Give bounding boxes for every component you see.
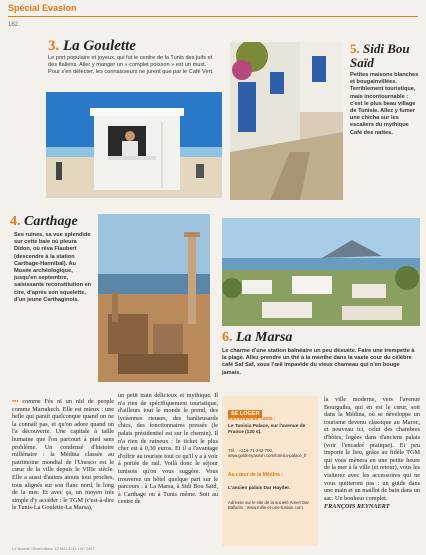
goulette-number: 3. [48, 38, 60, 54]
carthage-heading [10, 214, 78, 230]
se-loger-tag: SE LOGER [228, 410, 262, 418]
column-1-text: comme Fès ni un nid de people comme Marrakech. Elle est mieux : une belle qui paraît quelconque quand on ne la connaît pas, et qu'on adore quand on l'a découverte. Une capitale à taille humaine que l'on parcourt à pied sans problème. Un condensé d'histoire millénaire : la Médina classée au patrimoine mondial de l'Unesco est le cœur de la ville depuis le VIIIe siècle. Elle a aussi d'autres atouts tout proches, tous alignés sur son flanc nord, le long de la mer. Et avec ça, un moyen très simple d'y accéder : le TGM (c'est-à-dire le Tunis-La Goulette-La Marsa), [12, 398, 114, 512]
goulette-text: Le port populaire et joyeux, qui fut le centre de la Tunis des juifs et des Italiens. Aller y manger un « complet poisson » est un must. Pour s'en délecter, les connaisseurs ne jurent que par le Café Vert. [48, 55, 214, 76]
footer-magazine: Le Nouvel Observateur 12 MAI 2011 • N° 2427 [12, 546, 95, 551]
sidebar-hotel-2: L'ancien palais Dar Hayder. [228, 486, 291, 491]
article-column-4 [324, 396, 420, 511]
sidi-text: Petites maisons blanches et bougainvillées. Terriblement touristique, mais incontournable : c'est le plus beau village de Tunisie. Allez y fumer une chicha sur les escaliers du mythique Café des nattes. [350, 72, 419, 136]
carthage-number: 4. [10, 214, 21, 229]
sidebar-sub-2: Au cœur de la Médina : [228, 472, 284, 478]
sidi-heading [350, 42, 422, 70]
article-column-1 [12, 398, 114, 512]
goulette-photo [46, 92, 222, 198]
carthage-title: Carthage [24, 214, 78, 229]
goulette-title: La Goulette [63, 38, 136, 54]
se-loger-box [222, 396, 318, 546]
sidebar-contact-2: Adresse sur le site de la société Ameri Dar Ballarini : www.mille-et-une-tunisie.com [228, 500, 309, 511]
section-label: Spécial Evasion [8, 3, 77, 13]
header-rule [8, 16, 418, 17]
column-lead-bullets: ••• [12, 398, 19, 405]
carthage-text: Ses ruines, sa vue splendide sur cette baie où pleura Didon, où rêva Flaubert (descendre à la station Carthage-Hannibal). Au Musée archéologique, jusqu'en septembre, saisissante reconstitution en cire, d'après son squelette, d'un jeune Carthaginois. [14, 232, 92, 303]
article-column-2: un petit train délicieux et mythique. Il n'a rien de spécifiquement touristique, d'ailleurs tout le monde le prend, des lycéennes rieuses, des banlieusards chics, des fonctionnaires pressés (le palais présidentiel est sur le chemin). Il n'a rien de ruineux : le ticket le plus cher est à 0,30 euros. Et il a l'avantage d'offrir au touriste tout ce qu'il y a à voir à portée de rail. Voilà donc le séjour tunisois qu'on vous suggère. Vous trouverez un hôtel quelque part sur le parcours : à La Marsa, à Sidi Bou Saïd, à Carthage ou à Tunis même. Soit au centre de [118, 392, 218, 506]
goulette-heading [48, 38, 136, 55]
marsa-title: La Marsa [236, 330, 293, 345]
marsa-text: Le charme d'une station balnéaire un peu désuète. Faire une trempette à la plage. Allez prendre un thé à la menthe dans la vaste cour du célèbre café Saf Saf, sous l'œil impavide du vieux chameau qui n'en bouge jamais. [222, 348, 415, 376]
sidebar-sub-1: Au centre de Tunis : [228, 416, 276, 422]
carthage-photo [98, 214, 210, 382]
marsa-heading [222, 330, 292, 346]
sidi-number: 5. [350, 41, 360, 56]
sidebar-hotel-1: Le Tunisia Palace, sur l'avenue de France (120 €). [228, 424, 306, 435]
marsa-photo [222, 218, 420, 326]
page-number: 162 [8, 22, 19, 28]
sidi-title: Sidi Bou Saïd [350, 41, 410, 70]
column-4-text: la ville moderne, vers l'avenue Bourguiba, qui en est le cœur, soit dans la Médina, où se développe un tourisme devenu classique au Maroc, et nouveau ici, celui des chambres d'hôtes, logées dans d'anciens palais (voir l'encadré pratique). Et peu importe le lieu, grâce au fidèle TGM qui vous mènera en une petite heure de la mer à la ville (et retour), vous les visiterez avec les accessoires qui ne vous quitteront pas : un guide dans une main et un maillot de bain dans un sac. Un bonheur complet. [324, 396, 420, 502]
sidebar-contact-1: Tél. : +216-71-242-700, www.goldenyasmin.com/tunisia-palace_fr [228, 448, 307, 459]
article-author: FRANÇOIS REYNAERT [324, 503, 390, 511]
marsa-number: 6. [222, 330, 233, 345]
sidi-photo [230, 42, 343, 200]
